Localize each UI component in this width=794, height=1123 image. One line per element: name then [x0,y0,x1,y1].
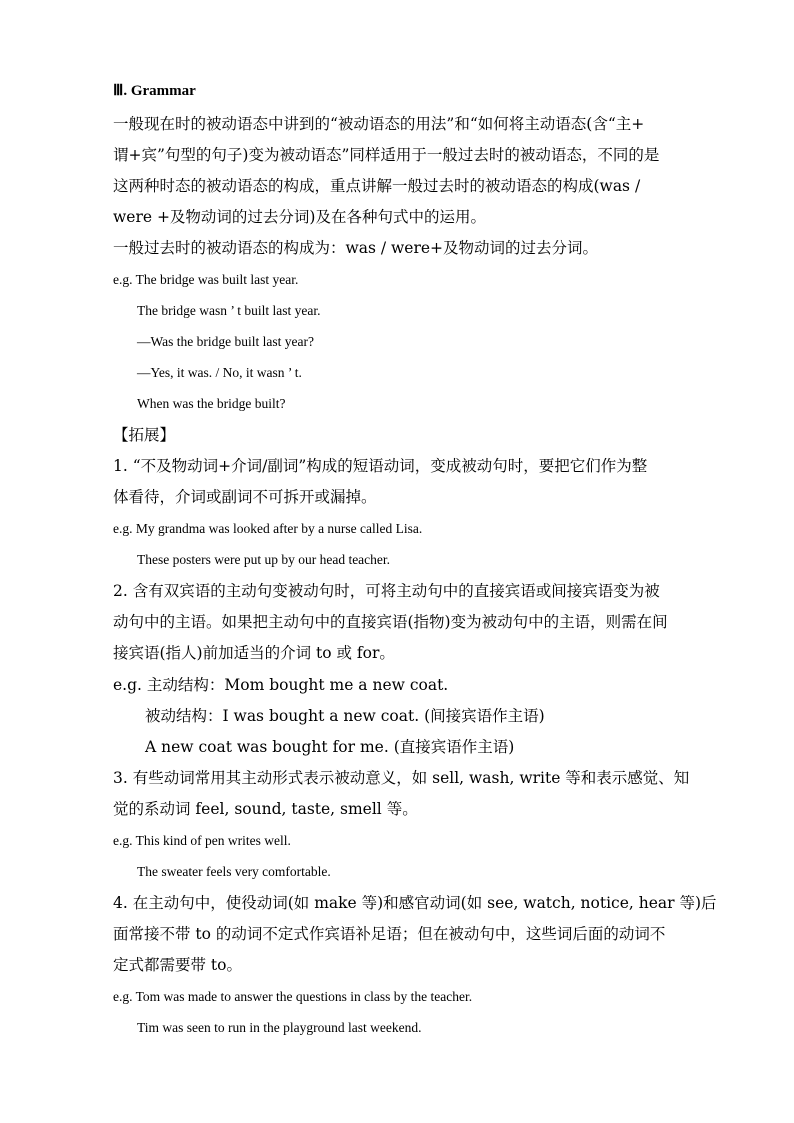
extension-label: 【拓展】 [113,426,176,444]
item3-line-1: 3. 有些动词常用其主动形式表示被动意义，如 sell, wash, write 等和表示感觉、知 [113,769,690,787]
item3-line-2: 觉的系动词 feel, sound, taste, smell 等。 [113,800,418,818]
item4-line-2: 面常接不带 to 的动词不定式作宾语补足语；但在被动句中，这些词后面的动词不 [113,925,666,943]
intro-line-5: 一般过去时的被动语态的构成为：was / were+及物动词的过去分词。 [113,239,599,257]
intro-line-2: 谓+宾”句型的句子)变为被动语态”同样适用于一般过去时的被动语态，不同的是 [113,146,660,164]
example-main-5: When was the bridge built? [137,396,286,411]
item1-example-1: e.g. My grandma was looked after by a nurse called Lisa. [113,521,423,536]
item2-example-1: e.g. 主动结构：Mom bought me a new coat. [113,676,449,694]
example-main-2: The bridge wasn ’ t built last year. [137,303,321,318]
intro-line-4: were +及物动词的过去分词)及在各种句式中的运用。 [113,208,486,226]
intro-line-1: 一般现在时的被动语态中讲到的“被动语态的用法”和“如何将主动语态(含“主+ [113,115,645,133]
item2-example-2: 被动结构：I was bought a new coat. (间接宾语作主语) [145,707,545,725]
item4-line-1: 4. 在主动句中，使役动词(如 make 等)和感官动词(如 see, watch, notice, hear 等)后 [113,894,717,912]
example-main-1: e.g. The bridge was built last year. [113,272,299,287]
example-main-4: —Yes, it was. / No, it wasn ’ t. [137,365,302,380]
item1-line-1: 1. “不及物动词+介词/副词”构成的短语动词，变成被动句时，要把它们作为整 [113,457,648,475]
example-main-3: —Was the bridge built last year? [137,334,314,349]
item2-line-2: 动句中的主语。如果把主动句中的直接宾语(指物)变为被动句中的主语，则需在间 [113,613,668,631]
item4-example-1: e.g. Tom was made to answer the questions in class by the teacher. [113,989,473,1004]
item2-line-3: 接宾语(指人)前加适当的介词 to 或 for。 [113,644,395,662]
section-title: Ⅲ. Grammar [113,83,196,99]
item4-example-2: Tim was seen to run in the playground last weekend. [137,1020,422,1035]
item2-line-1: 2. 含有双宾语的主动句变被动句时，可将主动句中的直接宾语或间接宾语变为被 [113,582,660,600]
item3-example-2: The sweater feels very comfortable. [137,864,331,879]
item3-example-1: e.g. This kind of pen writes well. [113,833,291,848]
item2-example-3: A new coat was bought for me. (直接宾语作主语) [145,738,515,756]
item4-line-3: 定式都需要带 to。 [113,956,242,974]
item1-example-2: These posters were put up by our head teacher. [137,552,391,567]
item1-line-2: 体看待，介词或副词不可拆开或漏掉。 [113,488,377,506]
intro-line-3: 这两种时态的被动语态的构成，重点讲解一般过去时的被动语态的构成(was / [113,177,641,195]
